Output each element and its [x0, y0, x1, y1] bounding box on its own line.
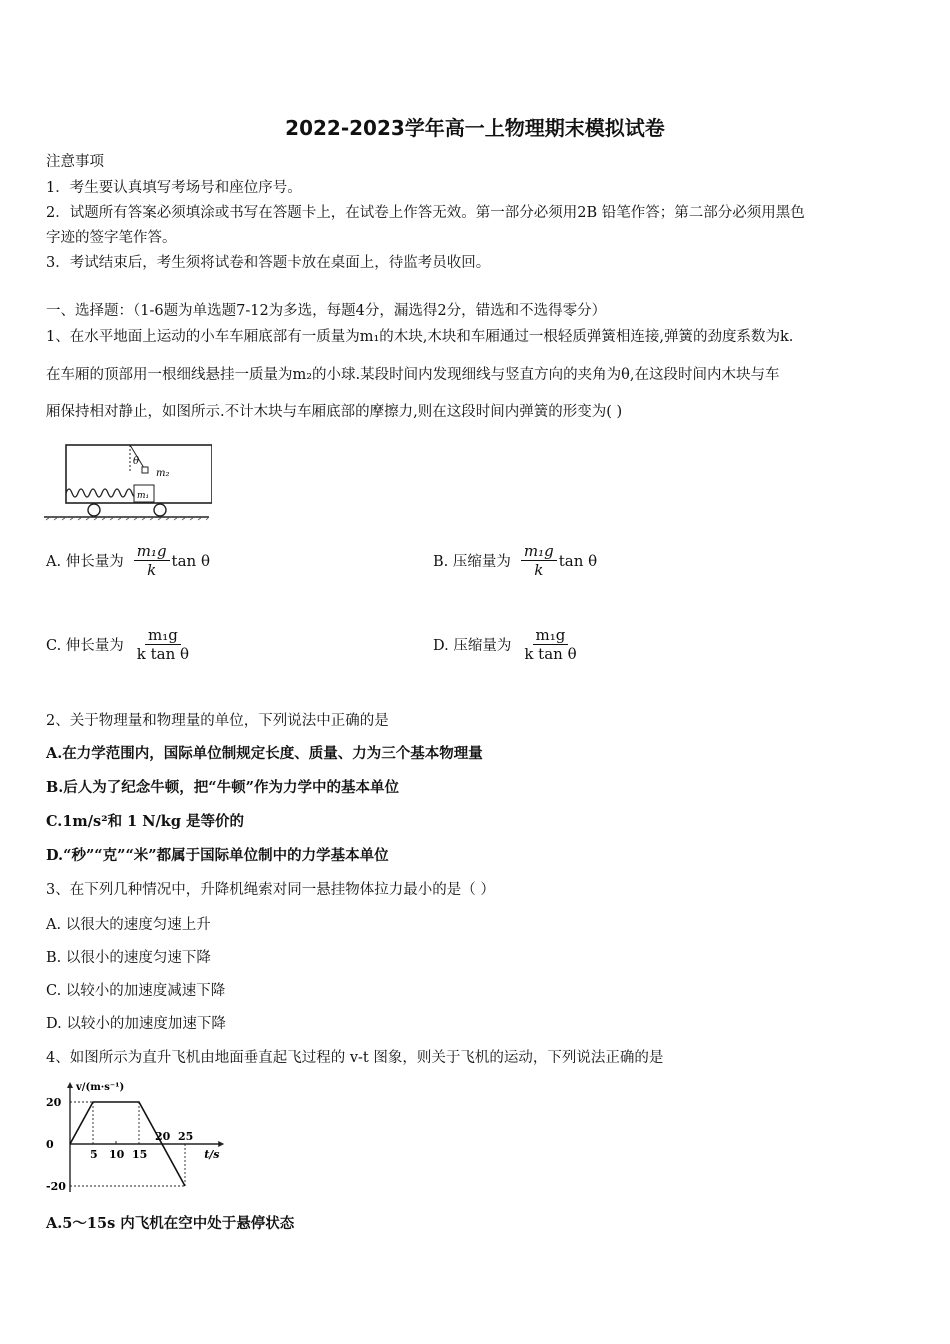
option-label: B. 压缩量为: [433, 554, 511, 570]
option-label: C. 伸长量为: [46, 638, 124, 654]
pendulum-ball: [142, 467, 148, 473]
x-tick-label: 15: [132, 1148, 148, 1161]
y-tick-label: 0: [46, 1138, 54, 1151]
m1-label: m₁: [137, 491, 150, 501]
q1-stem-line: 厢保持相对静止，如图所示.不计木块与车厢底部的摩擦力,则在这段时间内弹簧的形变为( ): [46, 404, 623, 420]
x-tick-label: 25: [178, 1130, 194, 1143]
q2-stem: 2、关于物理量和物理量的单位，下列说法中正确的是: [46, 713, 389, 729]
q3-option: C. 以较小的加速度减速下降: [46, 983, 226, 999]
x-axis-label: t/s: [204, 1148, 220, 1161]
y-tick-label: 20: [46, 1096, 62, 1109]
option-label: A. 伸长量为: [46, 554, 124, 570]
q4-stem: 4、如图所示为直升飞机由地面垂直起飞过程的 v-t 图象，则关于飞机的运动，下列说法正确的是: [46, 1050, 664, 1066]
fraction-denominator: k: [534, 561, 544, 579]
q3-option: D. 以较小的加速度加速下降: [46, 1016, 226, 1032]
q2-option: B.后人为了纪念牛顿，把“牛顿”作为力学中的基本单位: [46, 779, 399, 796]
notice-item: 2．试题所有答案必须填涂或书写在答题卡上，在试卷上作答无效。第一部分必须用2B 铅笔作答；第二部分必须用黑色: [46, 205, 805, 221]
tan-theta: tan θ: [171, 551, 210, 570]
fraction-numerator: m₁g: [521, 542, 557, 561]
notice-item: 1．考生要认真填写考场号和座位序号。: [46, 180, 302, 196]
q3-stem: 3、在下列几种情况中，升降机绳索对同一悬挂物体拉力最小的是（ ）: [46, 882, 495, 898]
wheel: [154, 504, 166, 516]
notice-item: 字迹的签字笔作答。: [46, 230, 177, 246]
cart-figure: [44, 440, 212, 524]
q1-option-a: [46, 542, 210, 579]
fraction-numerator: m₁g: [134, 542, 170, 561]
m2-label: m₂: [156, 468, 170, 479]
q1-option-d: [433, 626, 582, 663]
x-axis-arrow: [218, 1141, 224, 1147]
q3-option: B. 以很小的速度匀速下降: [46, 950, 211, 966]
q1-stem-line: 1、在水平地面上运动的小车车厢底部有一质量为m₁的木块,木块和车厢通过一根轻质弹簧相连接,弹簧的劲度系数为k.: [46, 329, 794, 345]
q1-option-b: [433, 542, 597, 579]
fraction-denominator: k tan θ: [524, 645, 577, 663]
x-tick-label: 5: [90, 1148, 98, 1161]
q4-option-a: [46, 1214, 294, 1234]
wheel: [88, 504, 100, 516]
q4-option-a-text: A.5～15s 内飞机在空中处于悬停状态: [46, 1215, 295, 1232]
q3-option: A. 以很大的速度匀速上升: [46, 917, 211, 933]
y-axis-label: v/(m·s⁻¹): [76, 1082, 125, 1093]
notice-heading: 注意事项: [46, 154, 104, 170]
spring: [66, 489, 138, 497]
q1-stem-line: 在车厢的顶部用一根细线悬挂一质量为m₂的小球.某段时间内发现细线与竖直方向的夹角为θ,在这段时间内木块与车: [46, 367, 780, 383]
page-title: 2022-2023学年高一上物理期末模拟试卷: [285, 116, 665, 140]
q2-option: A.在力学范围内，国际单位制规定长度、质量、力为三个基本物理量: [46, 745, 483, 762]
notice-item: 3．考试结束后，考生须将试卷和答题卡放在桌面上，待监考员收回。: [46, 255, 491, 271]
vt-chart: [44, 1078, 224, 1200]
fraction-numerator: m₁g: [533, 626, 569, 645]
tan-theta: tan θ: [558, 551, 598, 570]
option-label: D. 压缩量为: [433, 638, 512, 654]
y-axis-arrow: [67, 1082, 73, 1088]
x-tick-label: 20: [155, 1130, 171, 1143]
section-heading: 一、选择题：（1-6题为单选题7-12为多选，每题4分，漏选得2分，错选和不选得零分）: [46, 303, 607, 319]
y-tick-label: -20: [46, 1180, 66, 1193]
q2-option: D.“秒”“克”“米”都属于国际单位制中的力学基本单位: [46, 847, 389, 864]
q1-option-c: [46, 626, 194, 663]
x-tick-label: 10: [109, 1148, 125, 1161]
fraction-denominator: k: [147, 561, 157, 579]
fraction-numerator: m₁g: [145, 626, 181, 645]
theta-label: θ: [133, 456, 140, 467]
fraction-denominator: k tan θ: [136, 645, 190, 663]
q2-option: C.1m/s²和 1 N/kg 是等价的: [46, 813, 245, 830]
